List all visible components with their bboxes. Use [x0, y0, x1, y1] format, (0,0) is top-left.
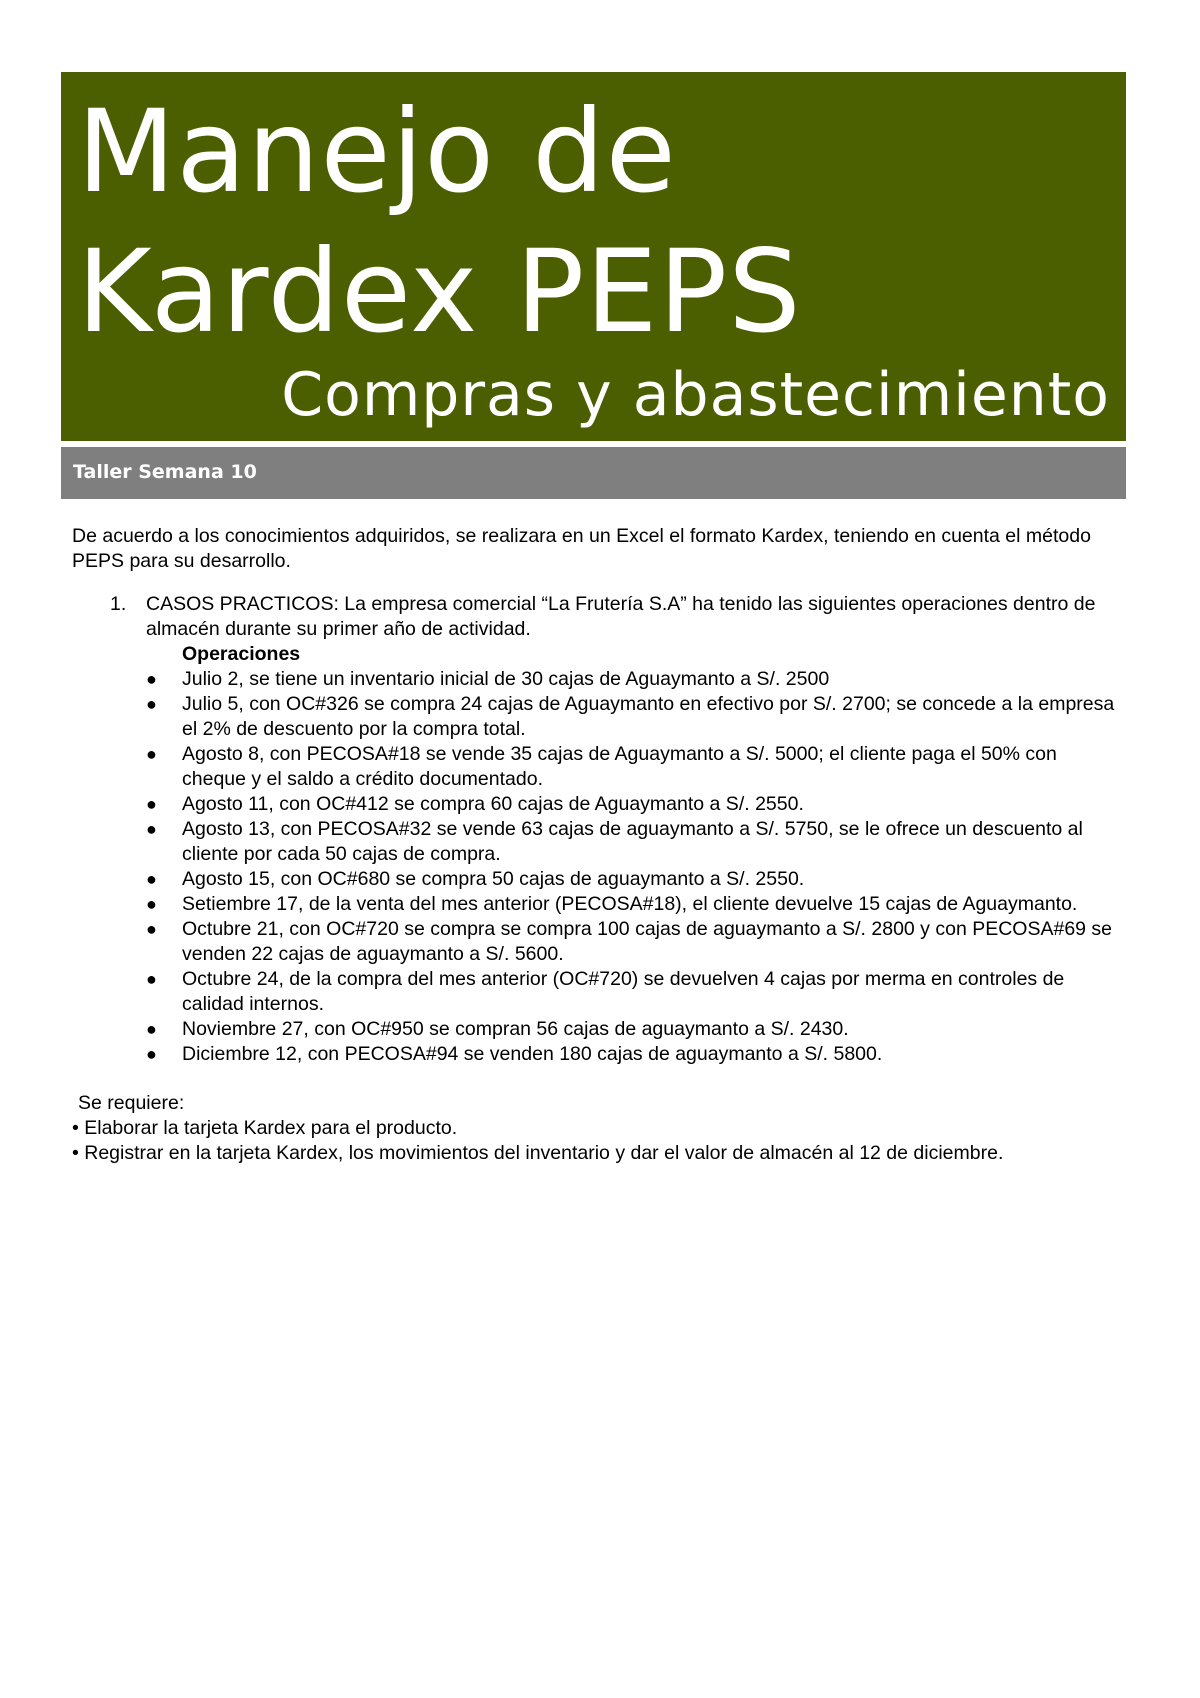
operations-list [146, 667, 1122, 1067]
operation-item [146, 667, 1122, 692]
bullet-icon: ● [146, 1019, 157, 1039]
case-number: 1. [110, 593, 127, 615]
operation-item [146, 967, 1122, 1017]
case-description: CASOS PRACTICOS: La empresa comercial “La Frutería S.A” ha tenido las siguientes operaciones dentro de almacén durante su primer año de actividad. [146, 593, 1096, 640]
operation-text: Diciembre 12, con PECOSA#94 se venden 180 cajas de aguaymanto a S/. 5800. [182, 1043, 883, 1065]
bullet-icon: ● [146, 669, 157, 689]
operation-text: Setiembre 17, de la venta del mes anterior (PECOSA#18), el cliente devuelve 15 cajas de Aguaymanto. [182, 893, 1078, 915]
intro-paragraph: De acuerdo a los conocimientos adquiridos, se realizara en un Excel el formato Kardex, teniendo en cuenta el método PEPS para su desarrollo. [72, 525, 1091, 572]
operation-item [146, 892, 1122, 917]
operation-item [146, 792, 1122, 817]
case-list [72, 592, 1122, 1067]
operation-item [146, 692, 1122, 742]
operation-item [146, 1042, 1122, 1067]
operation-item [146, 742, 1122, 792]
title-banner [61, 72, 1126, 441]
requirements-section [72, 1091, 1122, 1166]
bullet-icon: ● [146, 969, 157, 989]
operation-text: Octubre 21, con OC#720 se compra se compra 100 cajas de aguaymanto a S/. 2800 y con PECOSA#69 se venden 22 cajas de aguaymanto a S/. 5600. [182, 918, 1113, 965]
section-label: Taller Semana 10 [73, 461, 257, 483]
operation-text: Octubre 24, de la compra del mes anterior (OC#720) se devuelven 4 cajas por merma en controles de calidad internos. [182, 968, 1065, 1015]
operation-item [146, 1017, 1122, 1042]
operation-text: Agosto 8, con PECOSA#18 se vende 35 cajas de Aguaymanto a S/. 5000; el cliente paga el 50% con cheque y el saldo a crédito documentado. [182, 743, 1057, 790]
section-bar [61, 447, 1126, 499]
document-body [72, 524, 1122, 1166]
requirement-item: • Elaborar la tarjeta Kardex para el producto. [72, 1117, 458, 1139]
bullet-icon: ● [146, 869, 157, 889]
bullet-icon: ● [146, 919, 157, 939]
case-item [72, 592, 1122, 1067]
operation-text: Agosto 11, con OC#412 se compra 60 cajas de Aguaymanto a S/. 2550. [182, 793, 804, 815]
operation-text: Noviembre 27, con OC#950 se compran 56 cajas de aguaymanto a S/. 2430. [182, 1018, 849, 1040]
title-line-2: Kardex PEPS [77, 225, 802, 358]
operations-heading: Operaciones [182, 643, 301, 665]
bullet-icon: ● [146, 1044, 157, 1064]
title-line-1: Manejo de [77, 85, 677, 218]
document-title [77, 82, 802, 362]
bullet-icon: ● [146, 794, 157, 814]
requirement-item: • Registrar en la tarjeta Kardex, los movimientos del inventario y dar el valor de almacén al 12 de diciembre. [72, 1142, 1004, 1164]
operation-item [146, 817, 1122, 867]
operation-text: Agosto 13, con PECOSA#32 se vende 63 cajas de aguaymanto a S/. 5750, se le ofrece un descuento al cliente por cada 50 cajas de compra. [182, 818, 1083, 865]
bullet-icon: ● [146, 694, 157, 714]
requirements-title: Se requiere: [78, 1092, 185, 1114]
operation-text: Agosto 15, con OC#680 se compra 50 cajas de aguaymanto a S/. 2550. [182, 868, 805, 890]
bullet-icon: ● [146, 744, 157, 764]
operation-text: Julio 5, con OC#326 se compra 24 cajas de Aguaymanto en efectivo por S/. 2700; se concede a la empresa el 2% de descuento por la compra total. [182, 693, 1115, 740]
operation-item [146, 867, 1122, 892]
operation-item [146, 917, 1122, 967]
document-subtitle: Compras y abastecimiento [281, 360, 1110, 430]
bullet-icon: ● [146, 819, 157, 839]
bullet-icon: ● [146, 894, 157, 914]
operation-text: Julio 2, se tiene un inventario inicial de 30 cajas de Aguaymanto a S/. 2500 [182, 668, 830, 690]
